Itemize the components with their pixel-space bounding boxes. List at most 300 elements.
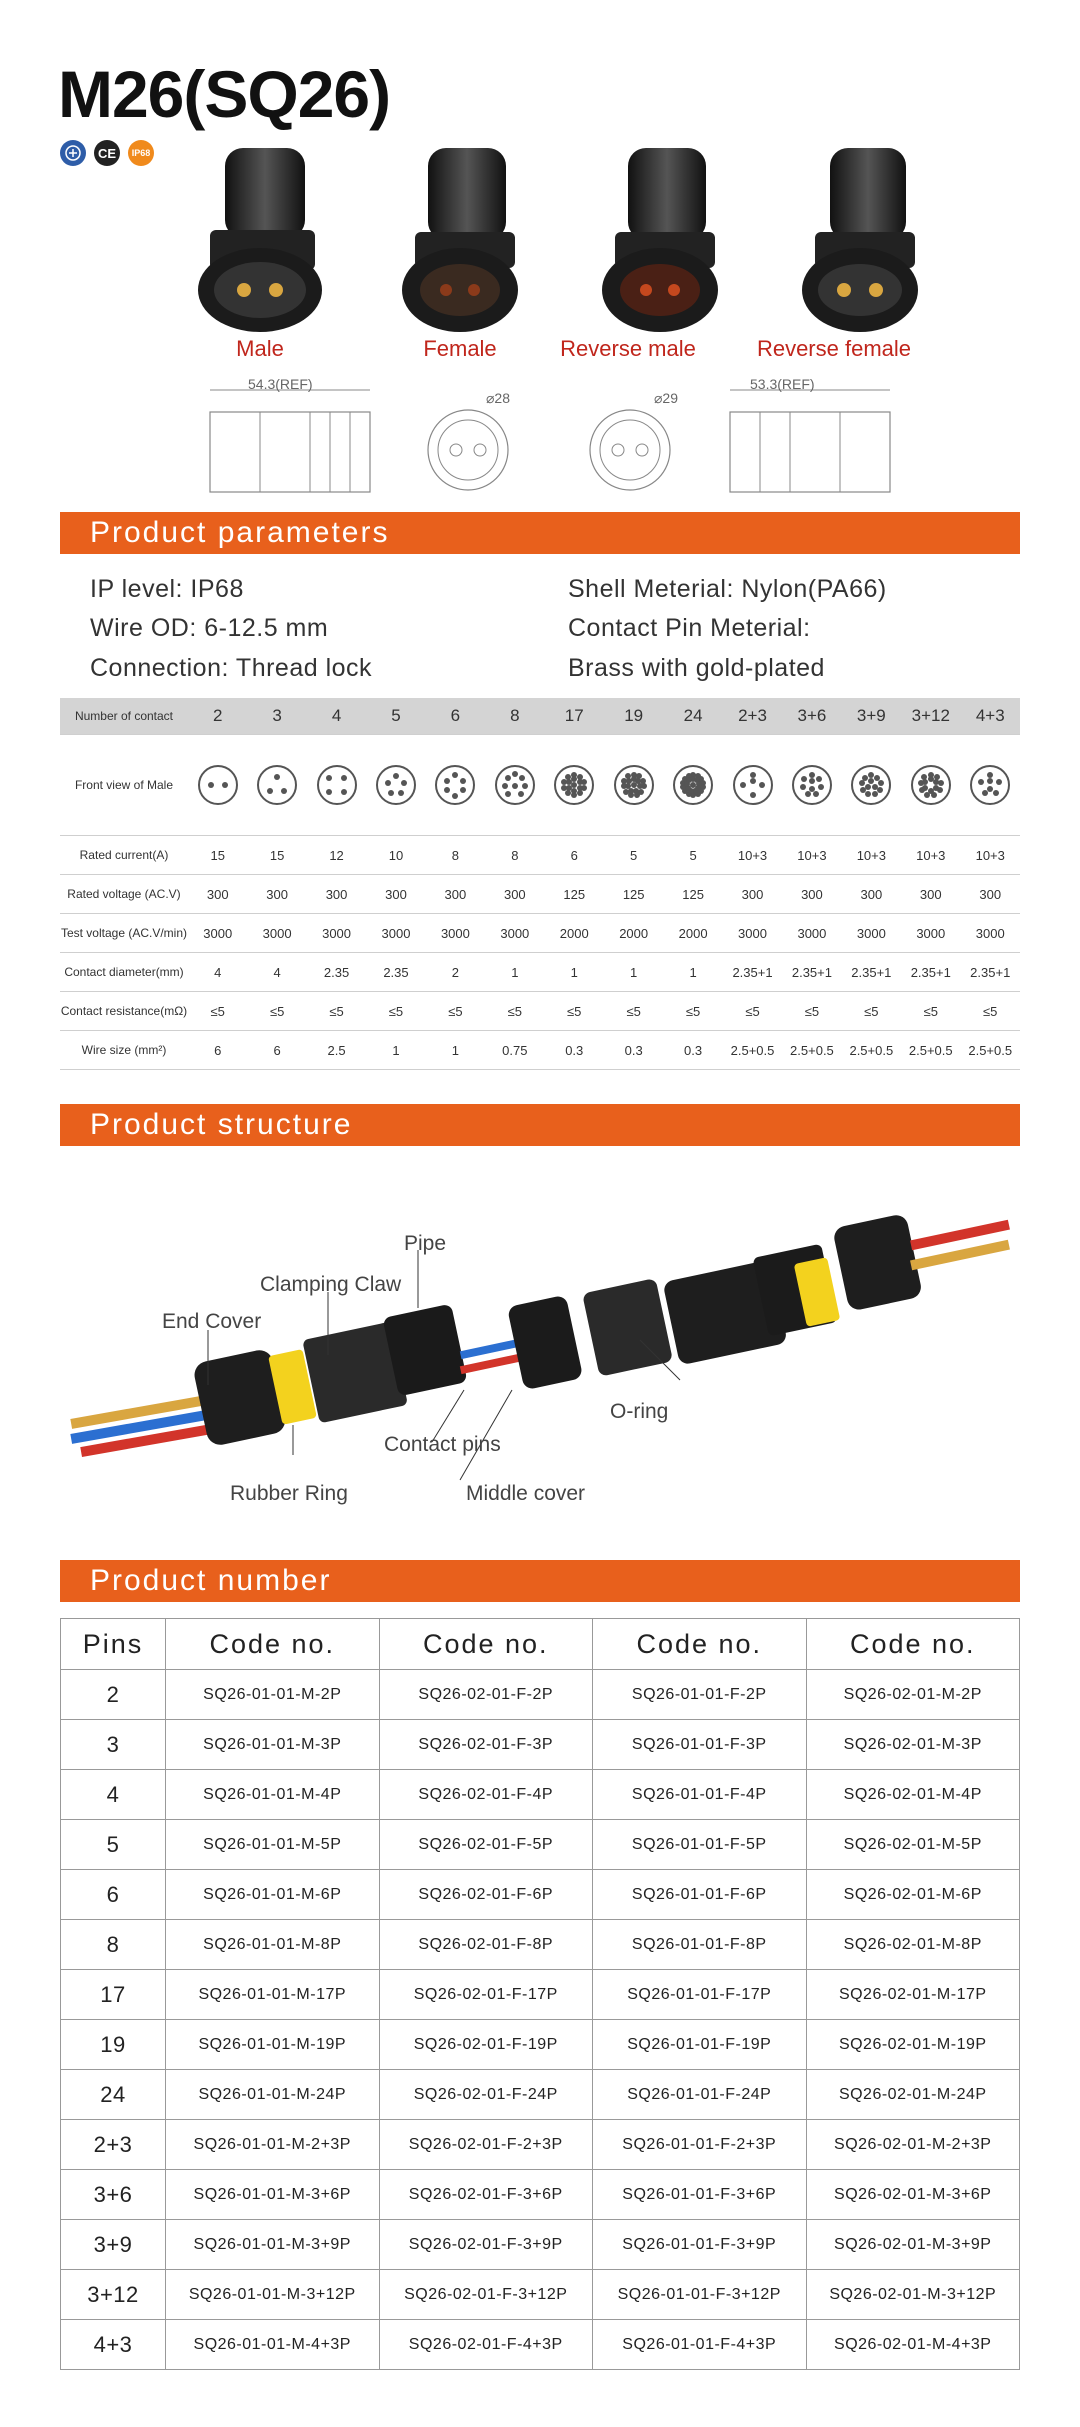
param-cell: ≤5 <box>426 992 485 1031</box>
code-cell: SQ26-01-01-M-2+3P <box>166 2120 380 2170</box>
pin-dot <box>208 782 214 788</box>
code-cell: SQ26-01-01-F-4+3P <box>593 2320 807 2370</box>
pins-cell: 8 <box>61 1920 166 1970</box>
pin-face-icon <box>723 735 782 836</box>
param-cell: 6 <box>426 698 485 735</box>
table-row <box>61 1770 1020 1820</box>
param-row-current <box>60 836 1020 875</box>
pin-dot <box>326 789 332 795</box>
pin-dot <box>813 791 819 797</box>
pin-dot <box>393 773 399 779</box>
param-cell: 2000 <box>545 914 604 953</box>
param-row-test-voltage <box>60 914 1020 953</box>
param-cell: 2.35+1 <box>842 953 901 992</box>
pin-face-icon <box>960 735 1020 836</box>
pin-face-icon <box>604 735 663 836</box>
param-cell: 3+12 <box>901 698 960 735</box>
param-cell: 1 <box>663 953 722 992</box>
param-cell: 8 <box>485 698 544 735</box>
code-cell: SQ26-01-01-M-3+12P <box>166 2270 380 2320</box>
param-cell: 2 <box>188 698 247 735</box>
pin-face-icon <box>485 735 544 836</box>
param-cell: 6 <box>247 1031 306 1070</box>
code-cell: SQ26-01-01-M-4+3P <box>166 2320 380 2370</box>
param-row-diameter <box>60 953 1020 992</box>
pin-dot <box>577 779 583 785</box>
code-cell: SQ26-02-01-F-17P <box>379 1970 593 2020</box>
param-cell: 1 <box>485 953 544 992</box>
param-cell: 2.5+0.5 <box>782 1031 841 1070</box>
code-table <box>60 1618 1020 2370</box>
param-cell: 15 <box>188 836 247 875</box>
pin-dot <box>978 779 984 785</box>
pin-dot <box>341 789 347 795</box>
pin-dot <box>518 791 524 797</box>
param-cell: 6 <box>188 1031 247 1070</box>
param-cell: 2.5+0.5 <box>901 1031 960 1070</box>
code-cell: SQ26-02-01-M-6P <box>806 1870 1020 1920</box>
code-cell: SQ26-01-01-F-3+6P <box>593 2170 807 2220</box>
code-cell: SQ26-01-01-F-3+9P <box>593 2220 807 2270</box>
param-row-header: Rated current(A) <box>60 836 188 875</box>
param-cell: 2.35+1 <box>723 953 782 992</box>
param-cell: 2 <box>426 953 485 992</box>
pin-dot <box>809 786 815 792</box>
pins-cell: 24 <box>61 2070 166 2120</box>
pin-layout-2 <box>198 765 238 805</box>
female-diameter-dim: ⌀29 <box>654 390 679 406</box>
pin-dot <box>740 782 746 788</box>
param-cell: 300 <box>782 875 841 914</box>
pin-dot <box>452 793 458 799</box>
cert-badges <box>60 140 154 166</box>
code-cell: SQ26-02-01-M-8P <box>806 1920 1020 1970</box>
param-cell: 0.3 <box>545 1031 604 1070</box>
param-row-header: Wire size (mm²) <box>60 1031 188 1070</box>
pin-dot <box>281 788 287 794</box>
param-cell: 3000 <box>366 914 425 953</box>
table-row <box>61 1820 1020 1870</box>
structure-exploded-diagram <box>60 1180 1020 1530</box>
param-cell: 0.3 <box>663 1031 722 1070</box>
pin-dot <box>818 784 824 790</box>
label-pipe: Pipe <box>404 1232 447 1255</box>
code-cell: SQ26-02-01-M-3+6P <box>806 2170 1020 2220</box>
spec-ip-level: IP level: IP68 <box>90 575 244 603</box>
param-cell: 24 <box>663 698 722 735</box>
param-cell: 2+3 <box>723 698 782 735</box>
code-cell: SQ26-02-01-M-24P <box>806 2070 1020 2120</box>
code-cell: SQ26-02-01-M-3+9P <box>806 2220 1020 2270</box>
code-cell: SQ26-02-01-F-4+3P <box>379 2320 593 2370</box>
param-cell: ≤5 <box>247 992 306 1031</box>
param-row-voltage <box>60 875 1020 914</box>
param-cell: 6 <box>545 836 604 875</box>
param-cell: 10+3 <box>842 836 901 875</box>
param-cell: 5 <box>604 836 663 875</box>
param-cell: 5 <box>663 836 722 875</box>
param-cell: 8 <box>485 836 544 875</box>
table-row <box>61 1870 1020 1920</box>
pin-dot <box>750 778 756 784</box>
spec-connection: Connection: Thread lock <box>90 654 373 682</box>
pin-dot <box>865 791 871 797</box>
pin-face-icon <box>842 735 901 836</box>
pin-dot <box>385 780 391 786</box>
pin-dot <box>502 783 508 789</box>
pin-dot <box>928 788 934 794</box>
pins-cell: 2+3 <box>61 2120 166 2170</box>
code-cell: SQ26-01-01-M-19P <box>166 2020 380 2070</box>
code-cell: SQ26-01-01-M-24P <box>166 2070 380 2120</box>
param-cell: 4+3 <box>960 698 1020 735</box>
code-cell: SQ26-02-01-M-4P <box>806 1770 1020 1820</box>
parameter-table <box>60 698 1020 1070</box>
code-cell: SQ26-02-01-F-8P <box>379 1920 593 1970</box>
ip68-cert-icon: IP68 <box>128 140 154 166</box>
pin-dot <box>633 788 639 794</box>
param-cell: 1 <box>604 953 663 992</box>
param-cell: 5 <box>366 698 425 735</box>
pins-cell: 2 <box>61 1670 166 1720</box>
pin-face-icon <box>247 735 306 836</box>
param-cell: 3000 <box>485 914 544 953</box>
code-cell: SQ26-02-01-F-3P <box>379 1720 593 1770</box>
pin-dot <box>868 778 874 784</box>
code-cell: SQ26-01-01-F-17P <box>593 1970 807 2020</box>
param-cell: 4 <box>307 698 366 735</box>
pin-dot <box>512 783 518 789</box>
param-cell: 10+3 <box>960 836 1020 875</box>
param-cell: 3000 <box>426 914 485 953</box>
code-cell: SQ26-01-01-M-4P <box>166 1770 380 1820</box>
pin-face-icon <box>366 735 425 836</box>
param-cell: 17 <box>545 698 604 735</box>
pin-dot <box>519 775 525 781</box>
code-cell: SQ26-02-01-M-2+3P <box>806 2120 1020 2170</box>
code-cell: SQ26-01-01-M-6P <box>166 1870 380 1920</box>
table-row <box>61 1720 1020 1770</box>
code-cell: SQ26-01-01-M-8P <box>166 1920 380 1970</box>
pins-cell: 6 <box>61 1870 166 1920</box>
param-cell: 2.35+1 <box>782 953 841 992</box>
param-cell: ≤5 <box>782 992 841 1031</box>
param-row-header: Contact resistance(mΩ) <box>60 992 188 1031</box>
table-row <box>61 1670 1020 1720</box>
pin-dot <box>809 778 815 784</box>
param-cell: 300 <box>723 875 782 914</box>
param-cell: ≤5 <box>188 992 247 1031</box>
param-row-header: Number of contact <box>60 698 188 735</box>
param-cell: 2.35 <box>366 953 425 992</box>
code-cell: SQ26-01-01-F-8P <box>593 1920 807 1970</box>
table-row <box>61 2070 1020 2120</box>
param-cell: 300 <box>426 875 485 914</box>
param-row-resistance <box>60 992 1020 1031</box>
male-diameter-dim: ⌀28 <box>486 390 511 406</box>
pin-face-icon <box>545 735 604 836</box>
code-cell: SQ26-02-01-F-4P <box>379 1770 593 1820</box>
table-row <box>61 2270 1020 2320</box>
code-cell: SQ26-02-01-M-2P <box>806 1670 1020 1720</box>
code-cell: SQ26-01-01-F-3+12P <box>593 2270 807 2320</box>
pin-dot <box>872 791 878 797</box>
param-row-header: Contact diameter(mm) <box>60 953 188 992</box>
param-cell: 2.35+1 <box>960 953 1020 992</box>
code-cell: SQ26-01-01-M-17P <box>166 1970 380 2020</box>
code-cell: SQ26-01-01-F-2P <box>593 1670 807 1720</box>
reverse-female-connector-image <box>780 140 940 350</box>
param-cell: 10 <box>366 836 425 875</box>
label-o-ring: O-ring <box>610 1400 669 1423</box>
param-cell: 3000 <box>307 914 366 953</box>
pin-layout-4+3 <box>970 765 1010 805</box>
pin-dot <box>398 790 404 796</box>
param-cell: 300 <box>247 875 306 914</box>
pins-cell: 3+9 <box>61 2220 166 2270</box>
pin-dot <box>750 792 756 798</box>
param-cell: 2.5+0.5 <box>960 1031 1020 1070</box>
section-product-parameters: Product parameters <box>60 512 1020 554</box>
pin-dot <box>222 782 228 788</box>
pin-layout-3+9 <box>851 765 891 805</box>
param-cell: 2.35+1 <box>901 953 960 992</box>
pin-dot <box>987 778 993 784</box>
pin-dot <box>801 776 807 782</box>
param-cell: 300 <box>842 875 901 914</box>
param-cell: 300 <box>485 875 544 914</box>
pin-layout-24 <box>673 765 713 805</box>
param-cell: ≤5 <box>842 992 901 1031</box>
param-cell: 3000 <box>960 914 1020 953</box>
label-male: Male <box>236 336 284 361</box>
label-rubber-ring: Rubber Ring <box>230 1482 348 1505</box>
pins-cell: 4 <box>61 1770 166 1820</box>
pin-dot <box>505 775 511 781</box>
code-cell: SQ26-02-01-F-24P <box>379 2070 593 2120</box>
param-cell: 10+3 <box>901 836 960 875</box>
param-cell: 300 <box>960 875 1020 914</box>
pin-dot <box>326 775 332 781</box>
spec-pin-plating: Brass with gold-plated <box>568 654 825 682</box>
param-cell: 300 <box>188 875 247 914</box>
pin-dot <box>993 790 999 796</box>
label-reverse-female: Reverse female <box>756 336 912 361</box>
param-cell: 12 <box>307 836 366 875</box>
param-cell: ≤5 <box>366 992 425 1031</box>
code-cell: SQ26-02-01-M-5P <box>806 1820 1020 1870</box>
param-cell: 3 <box>247 698 306 735</box>
param-cell: 300 <box>901 875 960 914</box>
pin-dot <box>922 779 928 785</box>
pin-face-icon <box>426 735 485 836</box>
code-cell: SQ26-02-01-M-3+12P <box>806 2270 1020 2320</box>
spec-wire-od: Wire OD: 6-12.5 mm <box>90 614 329 642</box>
code-cell: SQ26-01-01-M-2P <box>166 1670 380 1720</box>
pin-dot <box>865 784 871 790</box>
pin-face-icon <box>663 735 722 836</box>
pin-dot <box>800 784 806 790</box>
param-row-wire-size <box>60 1031 1020 1070</box>
pin-layout-3+12 <box>911 765 951 805</box>
param-row-header: Front view of Male <box>60 735 188 836</box>
pins-cell: 3+6 <box>61 2170 166 2220</box>
code-cell: SQ26-02-01-F-5P <box>379 1820 593 1870</box>
table-row <box>61 2220 1020 2270</box>
pin-dot <box>577 785 583 791</box>
pin-dot <box>872 784 878 790</box>
code-cell: SQ26-01-01-F-2+3P <box>593 2120 807 2170</box>
tuv-cert-icon <box>60 140 86 166</box>
param-cell: 3000 <box>188 914 247 953</box>
param-cell: 10+3 <box>782 836 841 875</box>
code-cell: SQ26-01-01-M-5P <box>166 1820 380 1870</box>
param-cell: 125 <box>604 875 663 914</box>
code-cell: SQ26-02-01-F-2P <box>379 1670 593 1720</box>
male-dimension-drawing <box>200 372 380 512</box>
param-cell: 0.3 <box>604 1031 663 1070</box>
pin-layout-19 <box>614 765 654 805</box>
table-row <box>61 2320 1020 2370</box>
param-cell: 15 <box>247 836 306 875</box>
param-cell: ≤5 <box>307 992 366 1031</box>
table-row <box>61 2120 1020 2170</box>
param-cell: 3000 <box>901 914 960 953</box>
param-cell: 10+3 <box>723 836 782 875</box>
code-cell: SQ26-02-01-M-3P <box>806 1720 1020 1770</box>
spec-shell-material: Shell Meterial: Nylon(PA66) <box>568 575 887 603</box>
pin-dot <box>460 778 466 784</box>
code-cell: SQ26-02-01-F-3+12P <box>379 2270 593 2320</box>
code-cell: SQ26-01-01-F-4P <box>593 1770 807 1820</box>
pin-face-icon <box>188 735 247 836</box>
code-header: Code no. <box>593 1619 807 1670</box>
pin-dot <box>444 787 450 793</box>
code-cell: SQ26-01-01-F-6P <box>593 1870 807 1920</box>
pin-dot <box>816 776 822 782</box>
code-cell: SQ26-02-01-F-3+6P <box>379 2170 593 2220</box>
pin-dot <box>452 772 458 778</box>
code-cell: SQ26-01-01-F-24P <box>593 2070 807 2120</box>
param-cell: 300 <box>366 875 425 914</box>
param-cell: 125 <box>663 875 722 914</box>
pin-face-icon <box>307 735 366 836</box>
param-cell: 3000 <box>723 914 782 953</box>
param-cell: 4 <box>247 953 306 992</box>
pin-dot <box>859 780 865 786</box>
table-row <box>61 2020 1020 2070</box>
param-row-contacts <box>60 698 1020 735</box>
param-row-header: Test voltage (AC.V/min) <box>60 914 188 953</box>
code-cell: SQ26-01-01-M-3P <box>166 1720 380 1770</box>
pin-dot <box>274 774 280 780</box>
pin-face-icon <box>782 735 841 836</box>
reverse-male-connector-image <box>580 140 740 350</box>
pins-cell: 19 <box>61 2020 166 2070</box>
param-cell: ≤5 <box>604 992 663 1031</box>
pin-dot <box>460 787 466 793</box>
ce-cert-icon: CE <box>94 140 120 166</box>
param-cell: 125 <box>545 875 604 914</box>
pin-layout-3+6 <box>792 765 832 805</box>
param-cell: ≤5 <box>485 992 544 1031</box>
pins-cell: 17 <box>61 1970 166 2020</box>
female-length-dim: 53.3(REF) <box>750 376 815 392</box>
param-cell: 0.75 <box>485 1031 544 1070</box>
page-title: M26(SQ26) <box>58 57 391 131</box>
param-cell: 2000 <box>663 914 722 953</box>
section-product-number: Product number <box>60 1560 1020 1602</box>
param-cell: ≤5 <box>960 992 1020 1031</box>
pin-dot <box>862 775 868 781</box>
param-row-front-view <box>60 735 1020 836</box>
pin-dot <box>267 788 273 794</box>
pin-face-icon <box>901 735 960 836</box>
param-cell: 8 <box>426 836 485 875</box>
param-cell: 2.35 <box>307 953 366 992</box>
param-cell: 1 <box>366 1031 425 1070</box>
code-header: Code no. <box>806 1619 1020 1670</box>
param-cell: 2.5+0.5 <box>842 1031 901 1070</box>
code-cell: SQ26-02-01-F-3+9P <box>379 2220 593 2270</box>
pin-layout-8 <box>495 765 535 805</box>
table-row <box>61 1920 1020 1970</box>
pin-dot <box>996 779 1002 785</box>
pin-layout-17 <box>554 765 594 805</box>
pin-dot <box>759 782 765 788</box>
code-cell: SQ26-02-01-M-19P <box>806 2020 1020 2070</box>
code-cell: SQ26-02-01-F-19P <box>379 2020 593 2070</box>
param-cell: 4 <box>188 953 247 992</box>
label-contact-pins: Contact pins <box>384 1433 501 1456</box>
code-cell: SQ26-02-01-M-17P <box>806 1970 1020 2020</box>
pin-dot <box>505 791 511 797</box>
pins-cell: 3 <box>61 1720 166 1770</box>
param-cell: 1 <box>426 1031 485 1070</box>
param-cell: 2.5+0.5 <box>723 1031 782 1070</box>
param-cell: 19 <box>604 698 663 735</box>
pin-layout-2+3 <box>733 765 773 805</box>
pins-cell: 3+12 <box>61 2270 166 2320</box>
param-cell: 300 <box>307 875 366 914</box>
code-cell: SQ26-01-01-M-3+6P <box>166 2170 380 2220</box>
pins-cell: 4+3 <box>61 2320 166 2370</box>
param-row-header: Rated voltage (AC.V) <box>60 875 188 914</box>
pin-dot <box>388 790 394 796</box>
pin-layout-4 <box>317 765 357 805</box>
pin-dot <box>512 771 518 777</box>
pin-layout-3 <box>257 765 297 805</box>
pin-dot <box>933 779 939 785</box>
param-cell: 1 <box>545 953 604 992</box>
label-middle-cover: Middle cover <box>466 1482 586 1505</box>
label-female: Female <box>423 336 497 361</box>
male-connector-image <box>180 140 340 350</box>
pin-dot <box>341 775 347 781</box>
pin-dot <box>577 790 583 796</box>
pin-dot <box>401 780 407 786</box>
pins-cell: 5 <box>61 1820 166 1870</box>
code-cell: SQ26-01-01-F-3P <box>593 1720 807 1770</box>
code-header: Code no. <box>166 1619 380 1670</box>
param-cell: 3000 <box>247 914 306 953</box>
section-product-structure: Product structure <box>60 1104 1020 1146</box>
pin-dot <box>444 778 450 784</box>
label-reverse-male: Reverse male <box>560 336 696 361</box>
female-connector-image <box>380 140 540 350</box>
param-cell: ≤5 <box>901 992 960 1031</box>
param-cell: 3000 <box>782 914 841 953</box>
